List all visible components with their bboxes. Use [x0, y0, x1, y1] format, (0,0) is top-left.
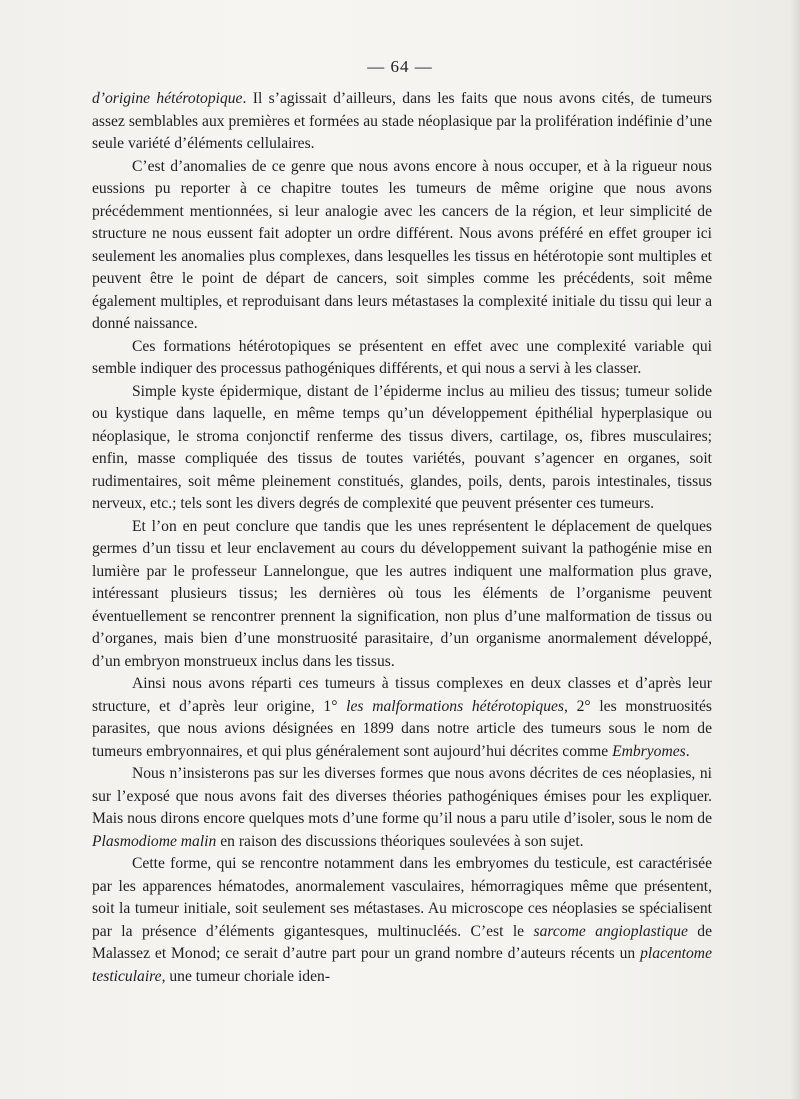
text-segment: . [685, 742, 690, 760]
text-segment: Nous n’insisterons pas sur les diverses formes que nous avons décrites de ces néoplasies, ni sur l’exposé que nous avons fait des diverses théories pathogéniques émises pour les expliquer. Mais nous dirons encore quelques mots d’une forme qu’il nous a paru utile d’isoler, sous le nom de [92, 765, 712, 827]
paragraph-8 [92, 853, 712, 988]
paragraph-7 [92, 763, 712, 853]
paragraph-2 [92, 156, 712, 336]
text-segment: d’origine hétérotopique [92, 90, 243, 107]
text-segment: en raison des discussions théoriques soulevées à son sujet. [216, 832, 584, 850]
text-segment: . Il s’agissait d’ailleurs, dans les faits que nous avons cités, de tumeurs assez semblables aux premières et formées au stade néoplasique par la prolifération indéfinie d’une seule variété d’éléments cellulaires. [92, 90, 712, 152]
text-segment: Plasmodiome malin [92, 832, 217, 850]
body-text [92, 88, 712, 988]
paragraph-3 [92, 336, 712, 381]
text-segment: Cette forme, qui se rencontre notamment dans les embryomes du testicule, est caractérisée par les apparences hématodes, anormalement vasculaires, hémorragiques même que présentent, soit la tumeur initiale, soit seulement ses métastases. Au microscope ces néoplasies se spécialisent par la présence d’éléments gigantesques, multinucléés. C’est le [92, 855, 712, 940]
page-number: — 64 — [367, 57, 433, 76]
text-segment: Embryomes [612, 742, 686, 760]
text-segment: Ces formations hétérotopiques se présentent en effet avec une complexité variable qui semble indiquer des processus pathogéniques différents, et qui nous a servi à les classer. [92, 337, 712, 377]
text-segment: de Malassez et Monod; ce serait d’autre part pour un grand nombre d’auteurs récents un [92, 922, 712, 962]
paragraph-6 [92, 673, 712, 763]
text-segment: Ainsi nous avons réparti ces tumeurs à tissus complexes en deux classes et d’après leur structure, et d’après leur origine, 1° [92, 675, 712, 715]
page-edge-shadow [790, 0, 800, 1099]
text-segment: Simple kyste épidermique, distant de l’épiderme inclus au milieu des tissus; tumeur solide ou kystique dans laquelle, en même temps qu’un développement épithélial hyperplasique ou néoplasique, le stroma conjonctif renferme des tissus divers, cartilage, os, fibres musculaires; enfin, masse compliquée des tissus de toutes variétés, pouvant s’agencer en organes, soit rudimentaires, soit même pleinement constitués, glandes, poils, dents, parois intestinales, tissus nerveux, etc.; tels sont les divers degrés de complexité que peuvent présenter ces tumeurs. [92, 382, 712, 512]
text-segment: placentome testiculaire [92, 945, 712, 985]
text-segment: , 2° les monstruosités parasites, que nous avions désignées en 1899 dans notre article des tumeurs sous le nom de tumeurs embryonnaires, et qui plus généralement sont aujourd’hui décrites comme [92, 697, 712, 760]
paragraph-4 [92, 381, 712, 516]
text-segment: , une tumeur choriale iden- [161, 967, 331, 985]
text-segment: Et l’on en peut conclure que tandis que les unes représentent le déplacement de quelques germes d’un tissu et leur enclavement au cours du développement suivant la pathogénie mise en lumière par le professeur Lannelongue, que les autres indiquent une malformation plus grave, intéressant plusieurs tissus; les dernières où tous les éléments de l’organisme peuvent éventuellement se rencontrer prennent la signification, non plus d’une malformation de tissus ou d’organes, mais bien d’une monstruosité parasitaire, d’un organisme anormalement développé, d’un embryon monstrueux inclus dans les tissus. [92, 517, 712, 670]
text-segment: les malformations hétérotopiques [346, 697, 564, 715]
text-segment: C’est d’anomalies de ce genre que nous avons encore à nous occuper, et à la rigueur nous eussions pu reporter à ce chapitre toutes les tumeurs de même origine que nous avons précédemment mentionnées, si leur analogie avec les cancers de la région, et leur simplicité de structure ne nous eussent fait adopter un ordre différent. Nous avons préféré en effet grouper ici seulement les anomalies plus complexes, dans lesquelles les tissus en hétérotopie sont multiples et peuvent être le point de départ de cancers, soit simples comme les précédents, soit même également multiples, et reproduisant dans leurs métastases la complexité initiale du tissu qui leur a donné naissance. [92, 157, 712, 332]
paragraph-5 [92, 516, 712, 674]
text-segment: sarcome angioplastique [533, 922, 688, 940]
paragraph-1 [92, 88, 712, 156]
